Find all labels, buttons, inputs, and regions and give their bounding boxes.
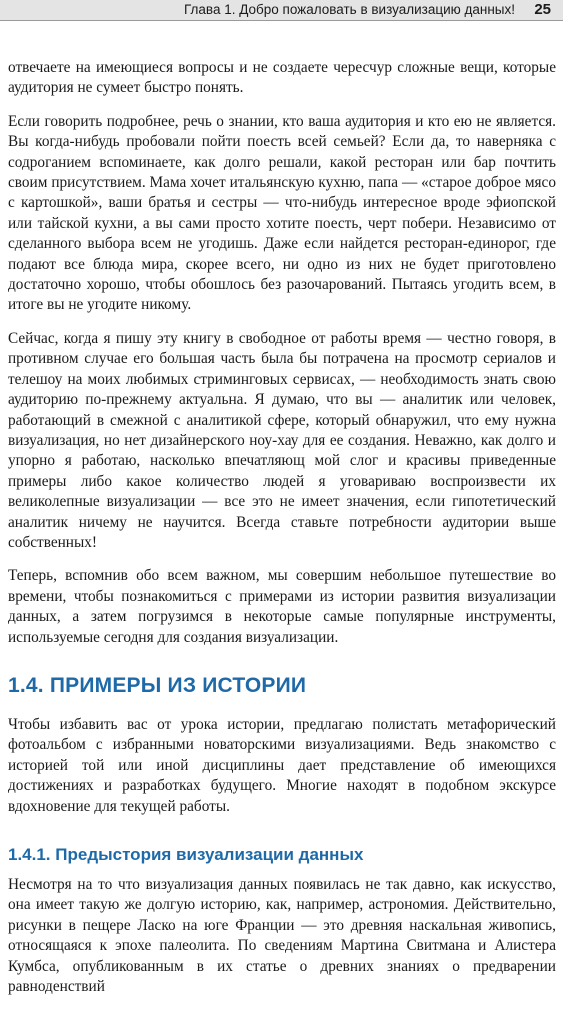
paragraph: отвечаете на имеющиеся вопросы и не создаете чересчур сложные вещи, которые аудитория не сумеет быстро понять. bbox=[8, 59, 556, 97]
paragraph: Чтобы избавить вас от урока истории, предлагаю полистать метафорический фотоальбом с избранными новаторскими визуализациями. Ведь знакомство с историей той или иной дисциплины дает представление об имеющихся достижениях и разработках будущего. Многие находят в подобном экскурсе вдохновение для текущей работы. bbox=[8, 715, 556, 815]
page-number: 25 bbox=[534, 1, 551, 18]
paragraph: Если говорить подробнее, речь о знании, кто ваша аудитория и кто ею не является. Вы когда-нибудь пробовали пойти поесть всей семьей? Если да, то наверняка с содроганием вспоминаете, как долго решали, какой ресторан или бар почтить своим присутствием. Мама хочет итальянскую кухню, папа — «старое доброе мясо с картошкой», ваши братья и сестры — что-нибудь интересное вроде эфиопской или тайской кухни, а вы сами просто хотите поесть, черт побери. Независимо от сделанного выбора всем не угодишь. Даже если найдется ресторан-единорог, где подают все блюда мира, скорее всего, ни одно из них не будет приготовлено достаточно хорошо, чтобы обошлось без разочарований. Пытаясь угодить всем, в итоге вы не угодите никому. bbox=[8, 112, 556, 314]
running-title: Глава 1. Добро пожаловать в визуализацию данных! bbox=[183, 2, 515, 17]
page-body bbox=[8, 58, 556, 1010]
paragraph: Сейчас, когда я пишу эту книгу в свободное от работы время — честно говоря, в противном случае его большая часть была бы потрачена на просмотр сериалов и телешоу на моих любимых стриминговых сервисах, — необходимость знать свою аудиторию по-прежнему актуальна. Я думаю, что вы — аналитик или человек, работающий в смежной с аналитикой сфере, который обнаружил, что ему нужна визуализация, но нет дизайнерского ноу-хау для ее создания. Неважно, как долго и упорно я работаю, насколько впечатляющ мой слог и красивы приведенные примеры либо какое количество людей я уговариваю воспроизвести их великолепные визуализации — все это не имеет значения, если гипотетический аналитик ничему не научится. Всегда ставьте потребности аудитории выше собственных! bbox=[8, 329, 556, 551]
running-header bbox=[0, 0, 563, 21]
paragraph: Теперь, вспомнив обо всем важном, мы совершим небольшое путешествие во времени, чтобы познакомиться с примерами из истории развития визуализации данных, а затем погрузимся в некоторые самые популярные инструменты, используемые сегодня для создания визуализации. bbox=[8, 567, 556, 646]
paragraph: Несмотря на то что визуализация данных появилась не так давно, как искусство, она имеет такую же долгую историю, как, например, астрономия. Действительно, рисунки в пещере Ласко на юге Франции — это древняя наскальная живопись, относящаяся к эпохе палеолита. По сведениям Мартина Свитмана и Алистера Кумбса, опубликованным в их статье о древних знаниях о предварении равноденствий bbox=[8, 876, 556, 996]
section-heading: 1.4. ПРИМЕРЫ ИЗ ИСТОРИИ bbox=[8, 673, 307, 697]
subsection-heading: 1.4.1. Предыстория визуализации данных bbox=[8, 845, 364, 864]
